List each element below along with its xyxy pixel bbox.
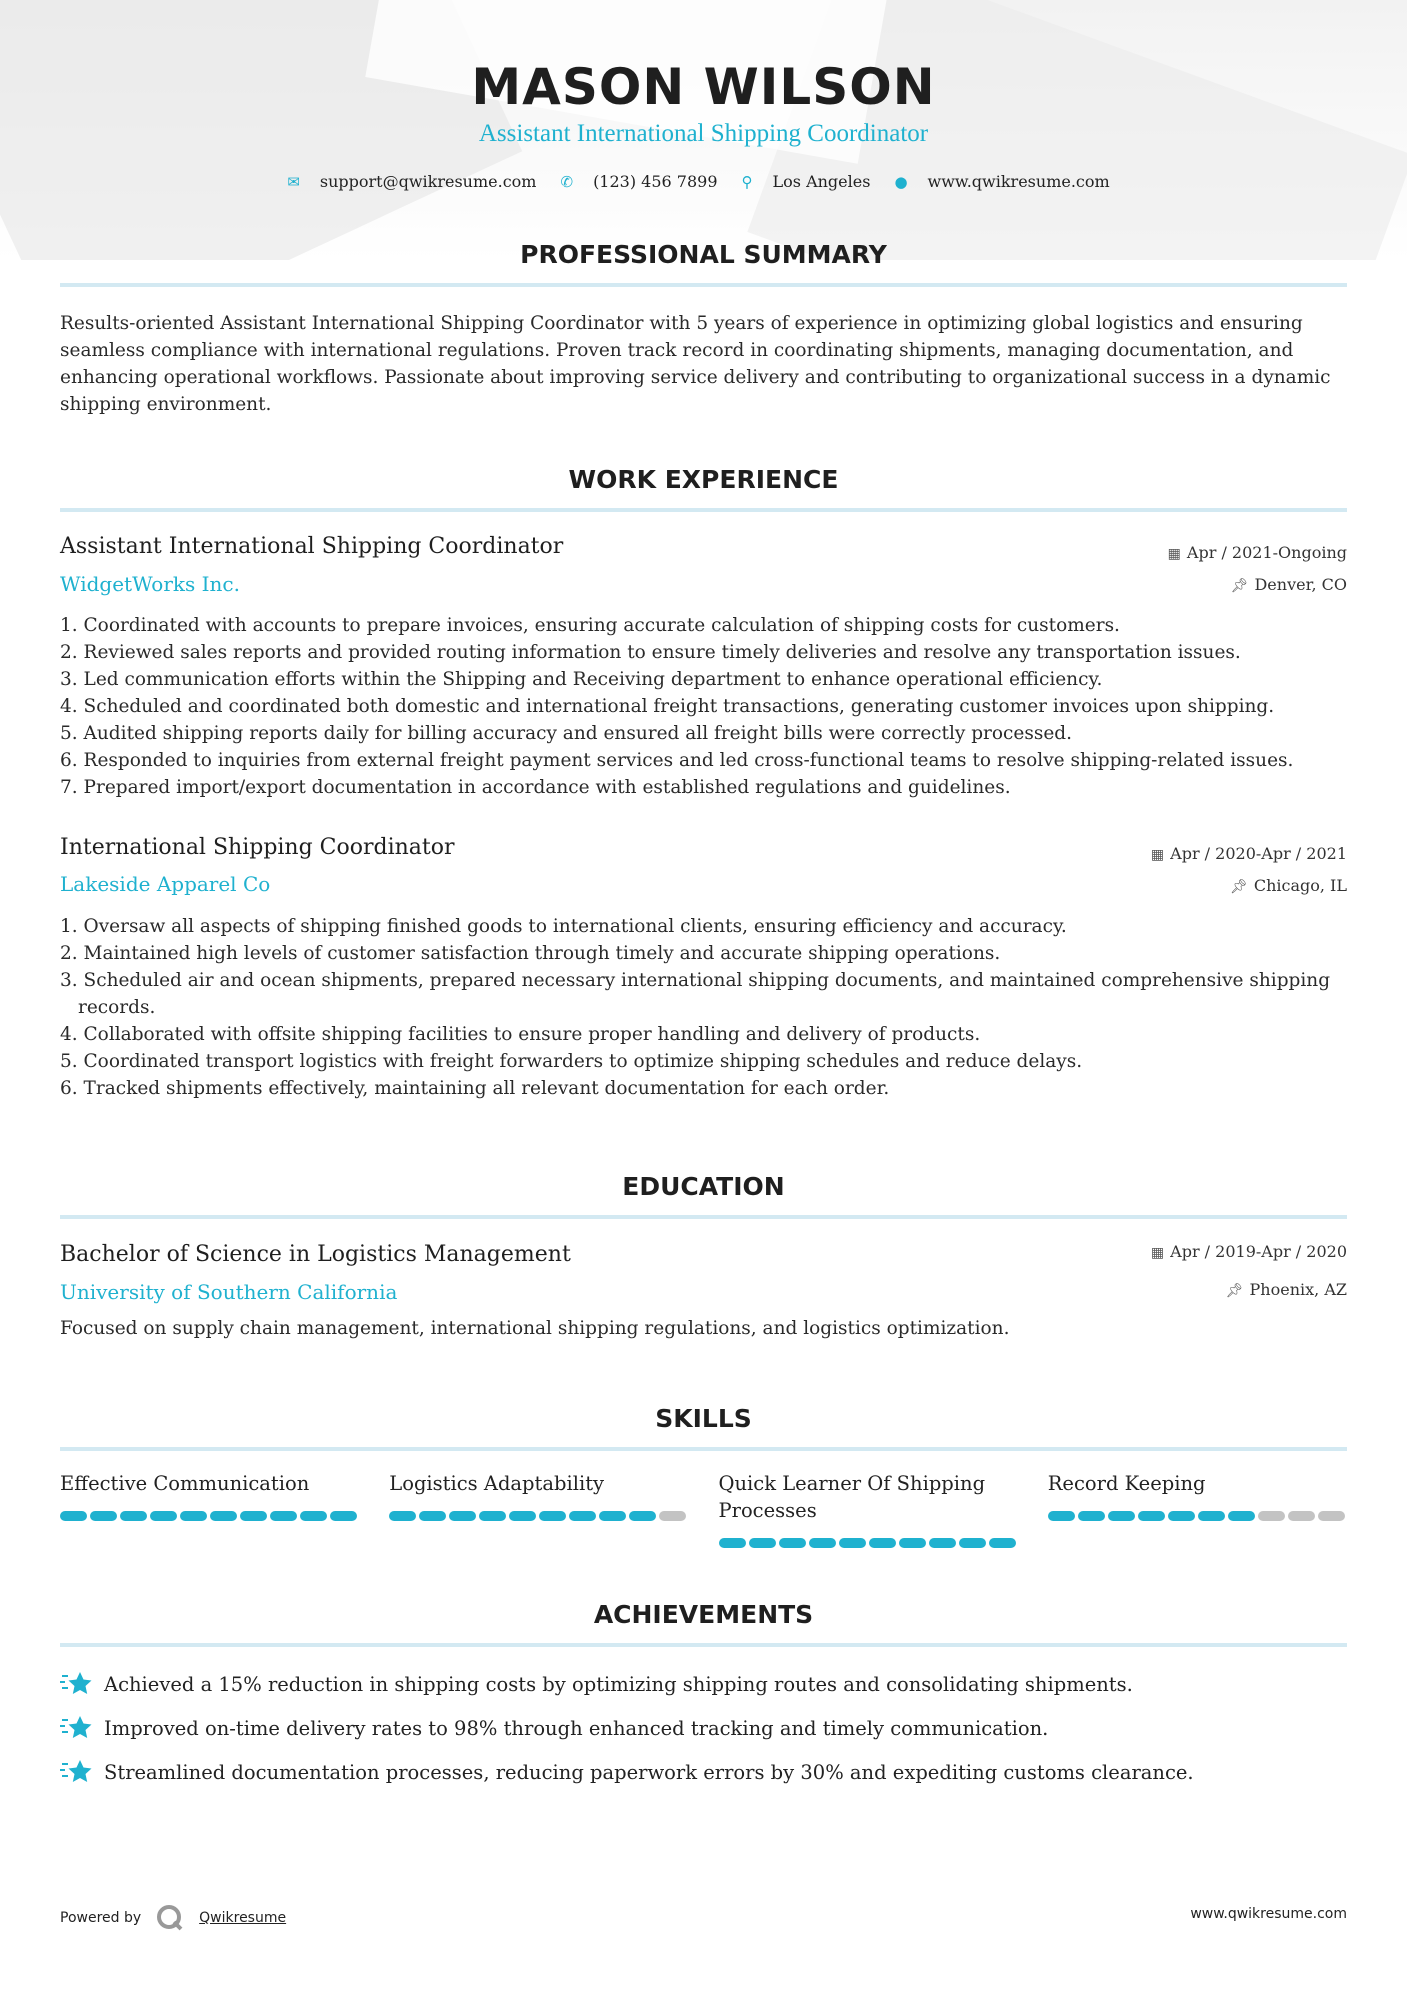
skill-segment-empty [1258,1511,1285,1521]
pushpin-icon: 📌︎ [1230,578,1249,594]
divider [60,1447,1347,1451]
section-heading-summary: PROFESSIONAL SUMMARY [520,240,887,269]
location-text: Chicago, IL [1253,876,1347,895]
location-text: Denver, CO [1254,575,1347,594]
job-bullets [60,913,1360,1102]
education-description: Focused on supply chain management, international shipping regulations, and logistics optimization. [60,1318,1010,1339]
section-heading-work: WORK EXPERIENCE [568,465,839,494]
skill-segment-filled [419,1511,446,1521]
map-pin-icon: ⚲ [741,172,753,191]
skill-segment-filled [749,1538,776,1548]
degree: Bachelor of Science in Logistics Management [60,1242,571,1267]
skill-segment-filled [929,1538,956,1548]
dates-text: Apr / 2020-Apr / 2021 [1170,844,1347,863]
candidate-title: Assistant International Shipping Coordinator [478,120,929,147]
job-location [1230,876,1347,895]
contact-website[interactable]: www.qwikresume.com [927,172,1110,191]
footer-website[interactable]: www.qwikresume.com [1190,1906,1347,1922]
skill-segment-filled [869,1538,896,1548]
job-dates [1151,844,1347,863]
school-name: University of Southern California [60,1280,398,1304]
section-heading-education: EDUCATION [622,1172,785,1201]
footer-branding [60,1903,286,1933]
skill-segment-filled [1228,1511,1255,1521]
skill-segment-filled [1138,1511,1165,1521]
skill-name: Quick Learner Of Shipping Processes [718,1472,986,1522]
envelope-icon: ✉ [287,172,300,191]
globe-icon: ● [894,172,908,191]
skill-segment-filled [180,1511,207,1521]
skill-segment-filled [270,1511,297,1521]
list-item: 2. Maintained high levels of customer satisfaction through timely and accurate shipping operations. [60,943,1001,964]
star-icon [60,1758,92,1786]
skill-segment-filled [839,1538,866,1548]
skill-name: Logistics Adaptability [389,1472,605,1495]
calendar-icon: ▦ [1150,847,1165,863]
skill-segment-filled [90,1511,117,1521]
skill-level-bar [719,1538,1018,1548]
skill-segment-filled [599,1511,626,1521]
job-title: International Shipping Coordinator [60,835,455,860]
skill-segment-filled [300,1511,327,1521]
qwikresume-logo-icon [155,1903,185,1933]
skill-segment-filled [629,1511,656,1521]
skill-segment-filled [240,1511,267,1521]
list-item: 6. Tracked shipments effectively, maintaining all relevant documentation for each order. [60,1078,890,1099]
skill-segment-filled [449,1511,476,1521]
list-item: 4. Scheduled and coordinated both domestic and international freight transactions, generating customer invoices upon shipping. [60,696,1275,717]
skill-segment-filled [1168,1511,1195,1521]
divider [60,283,1347,287]
achievement-item [60,1706,1347,1750]
list-item: 1. Oversaw all aspects of shipping finished goods to international clients, ensuring efficiency and accuracy. [60,916,1067,937]
skill-segment-filled [120,1511,147,1521]
list-item: 5. Coordinated transport logistics with freight forwarders to optimize shipping schedules and reduce delays. [60,1051,1083,1072]
calendar-icon: ▦ [1150,1245,1165,1261]
skill-segment-filled [1048,1511,1075,1521]
dates-text: Apr / 2019-Apr / 2020 [1170,1242,1347,1261]
skill-level-bar [389,1511,688,1521]
summary-text: Results-oriented Assistant International Shipping Coordinator with 5 years of experience in optimizing global logistics and ensuring seamless compliance with international regulations. Proven track record in coordinating shipments, managing documentation, and enhancing operational workflows. Passionate about improving service delivery and contributing to organizational success in a dynamic shipping environment. [60,313,1331,415]
skill-segment-filled [479,1511,506,1521]
location-text: Phoenix, AZ [1249,1280,1347,1299]
achievement-text: Achieved a 15% reduction in shipping costs by optimizing shipping routes and consolidating shipments. [104,1672,1133,1696]
skill-item [1048,1470,1347,1548]
pushpin-icon: 📌︎ [1230,879,1248,895]
skill-segment-filled [959,1538,986,1548]
company-name: Lakeside Apparel Co [60,872,271,896]
skill-name: Record Keeping [1047,1472,1206,1495]
calendar-icon: ▦ [1167,546,1181,562]
job-bullets [60,612,1360,801]
contact-phone: (123) 456 7899 [593,172,718,191]
skill-segment-filled [210,1511,237,1521]
skill-item [389,1470,688,1548]
skill-level-bar [1048,1511,1347,1521]
skill-level-bar [60,1511,359,1521]
contact-location: Los Angeles [772,172,871,191]
skill-segment-filled [569,1511,596,1521]
list-item: 1. Coordinated with accounts to prepare invoices, ensuring accurate calculation of shipping costs for customers. [60,615,1120,636]
list-item: 2. Reviewed sales reports and provided routing information to ensure timely deliveries and resolve any transportation issues. [60,642,1241,663]
section-heading-achievements: ACHIEVEMENTS [593,1600,814,1629]
list-item: 5. Audited shipping reports daily for billing accuracy and ensured all freight bills were correctly processed. [60,723,1073,744]
pushpin-icon: 📌︎ [1225,1283,1244,1299]
list-item: 7. Prepared import/export documentation in accordance with established regulations and guidelines. [60,777,1011,798]
star-icon [60,1714,92,1742]
skill-segment-empty [1288,1511,1315,1521]
company-name: WidgetWorks Inc. [60,572,240,596]
job-dates [1168,543,1347,562]
education-location [1226,1280,1347,1299]
skill-segment-filled [1108,1511,1135,1521]
star-icon [60,1670,92,1698]
dates-text: Apr / 2021-Ongoing [1186,543,1347,562]
skill-name: Effective Communication [60,1472,310,1495]
skill-segment-filled [779,1538,806,1548]
divider [60,1643,1347,1647]
skill-segment-filled [989,1538,1016,1548]
skill-segment-filled [330,1511,357,1521]
section-heading-skills: SKILLS [655,1404,752,1433]
skill-segment-filled [809,1538,836,1548]
skill-segment-empty [1318,1511,1345,1521]
skill-segment-filled [60,1511,87,1521]
skill-segment-filled [150,1511,177,1521]
skill-item [719,1470,1018,1548]
list-item: 4. Collaborated with offsite shipping facilities to ensure proper handling and delivery of products. [60,1024,981,1045]
skills-list [60,1470,1347,1548]
contact-email[interactable]: support@qwikresume.com [319,172,537,191]
achievements-list [60,1662,1347,1794]
list-item: 3. Led communication efforts within the Shipping and Receiving department to enhance operational efficiency. [60,669,1103,690]
qwikresume-link[interactable]: Qwikresume [199,1910,287,1926]
divider [60,1215,1347,1219]
skill-segment-empty [659,1511,686,1521]
skill-segment-filled [899,1538,926,1548]
achievement-text: Improved on-time delivery rates to 98% through enhanced tracking and timely communication. [104,1716,1049,1740]
skill-segment-filled [509,1511,536,1521]
list-item: 3. Scheduled air and ocean shipments, prepared necessary international shipping documents, and maintained comprehensive shipping records. [60,970,1331,1018]
skill-item [60,1470,359,1548]
powered-by-label: Powered by [60,1910,142,1926]
phone-icon: ✆ [560,172,574,191]
achievement-item [60,1662,1347,1706]
skill-segment-filled [719,1538,746,1548]
job-location [1231,575,1347,594]
list-item: 6. Responded to inquiries from external freight payment services and led cross-functional teams to resolve shipping-related issues. [60,750,1294,771]
contact-bar [0,172,1407,191]
job-title: Assistant International Shipping Coordinator [60,534,564,559]
skill-segment-filled [389,1511,416,1521]
education-dates [1151,1242,1347,1261]
skill-segment-filled [1198,1511,1225,1521]
skill-segment-filled [1078,1511,1105,1521]
divider [60,508,1347,512]
achievement-item [60,1750,1347,1794]
skill-segment-filled [539,1511,566,1521]
achievement-text: Streamlined documentation processes, reducing paperwork errors by 30% and expediting customs clearance. [104,1760,1194,1784]
candidate-name: MASON WILSON [471,58,936,116]
